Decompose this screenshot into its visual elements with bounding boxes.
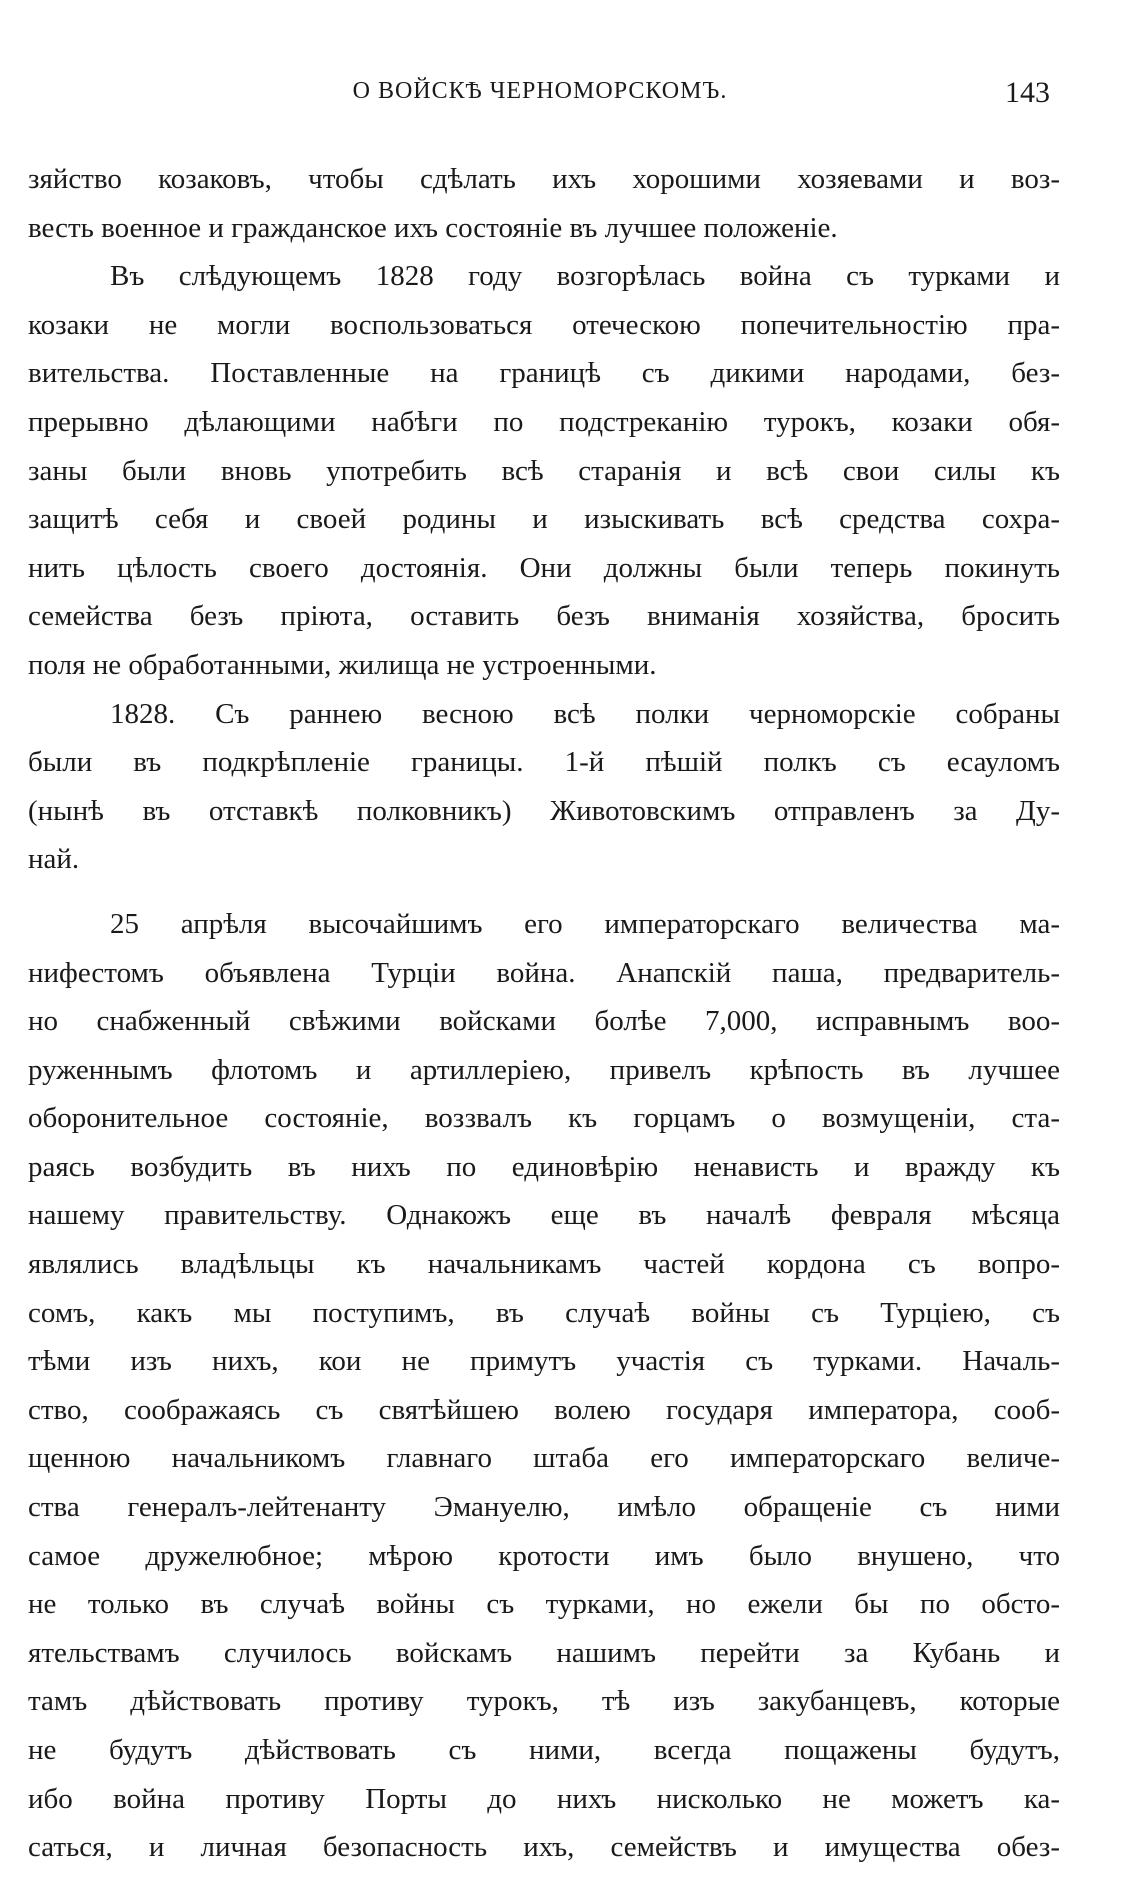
text-line: заны были вновь употребить всѣ старанія и всѣ свои силы къ: [28, 454, 1060, 487]
text-line: весть военное и гражданское ихъ состояніе въ лучшее положеніе.: [28, 211, 838, 244]
text-line: но снабженный свѣжими войсками болѣе 7,000, исправнымъ воо-: [28, 1005, 1060, 1038]
text-line: раясь возбудить въ нихъ по единовѣрію ненависть и вражду къ: [28, 1150, 1060, 1183]
text-line: ибо война противу Порты до нихъ нисколько не можетъ ка-: [28, 1782, 1060, 1815]
text-line: прерывно дѣлающими набѣги по подстреканію турокъ, козаки обя-: [28, 405, 1060, 438]
text-line: нашему правительству. Однакожъ еще въ началѣ февраля мѣсяца: [28, 1199, 1060, 1232]
text-line: вительства. Поставленные на границѣ съ дикими народами, без-: [28, 357, 1060, 390]
text-line: тѣми изъ нихъ, кои не примутъ участія съ турками. Началь-: [28, 1345, 1060, 1378]
text-line: не будутъ дѣйствовать съ ними, всегда пощажены будутъ,: [28, 1734, 1060, 1766]
text-line: козаки не могли воспользоваться отеческою попечительностію пра-: [28, 308, 1060, 341]
body-text: [28, 155, 1060, 1872]
text-line: были въ подкрѣпленіе границы. 1-й пѣшій полкъ съ есауломъ: [28, 746, 1060, 779]
text-line: сомъ, какъ мы поступимъ, въ случаѣ войны съ Турціею, съ: [28, 1296, 1060, 1329]
text-line: ятельствамъ случилось войскамъ нашимъ перейти за Кубань и: [28, 1636, 1060, 1669]
text-line: ства генералъ-лейтенанту Эмануелю, имѣло обращеніе съ ними: [28, 1491, 1060, 1524]
page-header: [30, 78, 1050, 122]
text-line: не только въ случаѣ войны съ турками, но ежели бы по обсто-: [28, 1588, 1060, 1621]
text-line: оборонительное состояніе, воззвалъ къ горцамъ о возмущеніи, ста-: [28, 1102, 1060, 1135]
text-line: ство, соображаясь съ святѣйшею волею государя императора, сооб-: [28, 1393, 1060, 1426]
text-line: являлись владѣльцы къ начальникамъ частей кордона съ вопро-: [28, 1248, 1060, 1281]
text-line: нифестомъ объявлена Турціи война. Анапскій паша, предваритель-: [28, 956, 1060, 989]
text-line: нить цѣлость своего достоянія. Они должны были теперь покинуть: [28, 551, 1060, 584]
running-title: О ВОЙСКѢ ЧЕРНОМОРСКОМЪ.: [352, 78, 728, 104]
text-line: 25 апрѣля высочайшимъ его императорскаго величества ма-: [110, 907, 1060, 940]
text-line: (нынѣ въ отставкѣ полковникъ) Животовскимъ отправленъ за Ду-: [28, 794, 1060, 827]
text-line: 1828. Съ раннею весною всѣ полки черноморскіе собраны: [110, 697, 1060, 730]
text-line: самое дружелюбное; мѣрою кротости имъ было внушено, что: [28, 1539, 1060, 1572]
text-line: защитѣ себя и своей родины и изыскивать всѣ средства сохра-: [28, 503, 1060, 536]
text-line: Въ слѣдующемъ 1828 году возгорѣлась война съ турками и: [110, 260, 1060, 293]
text-line: семейства безъ пріюта, оставить безъ вниманія хозяйства, бросить: [28, 600, 1060, 633]
text-line: поля не обработанными, жилища не устроенными.: [28, 648, 657, 681]
text-line: руженнымъ флотомъ и артиллеріею, привелъ крѣпость въ лучшее: [28, 1053, 1060, 1086]
page-number: 143: [1005, 76, 1050, 109]
text-line: щенною начальникомъ главнаго штаба его императорскаго величе-: [28, 1442, 1060, 1475]
text-line: най.: [28, 843, 80, 876]
text-line: зяйство козаковъ, чтобы сдѣлать ихъ хорошими хозяевами и воз-: [28, 163, 1060, 195]
text-line: саться, и личная безопасность ихъ, семействъ и имущества обез-: [28, 1831, 1060, 1864]
text-line: тамъ дѣйствовать противу турокъ, тѣ изъ закубанцевъ, которые: [28, 1685, 1060, 1718]
